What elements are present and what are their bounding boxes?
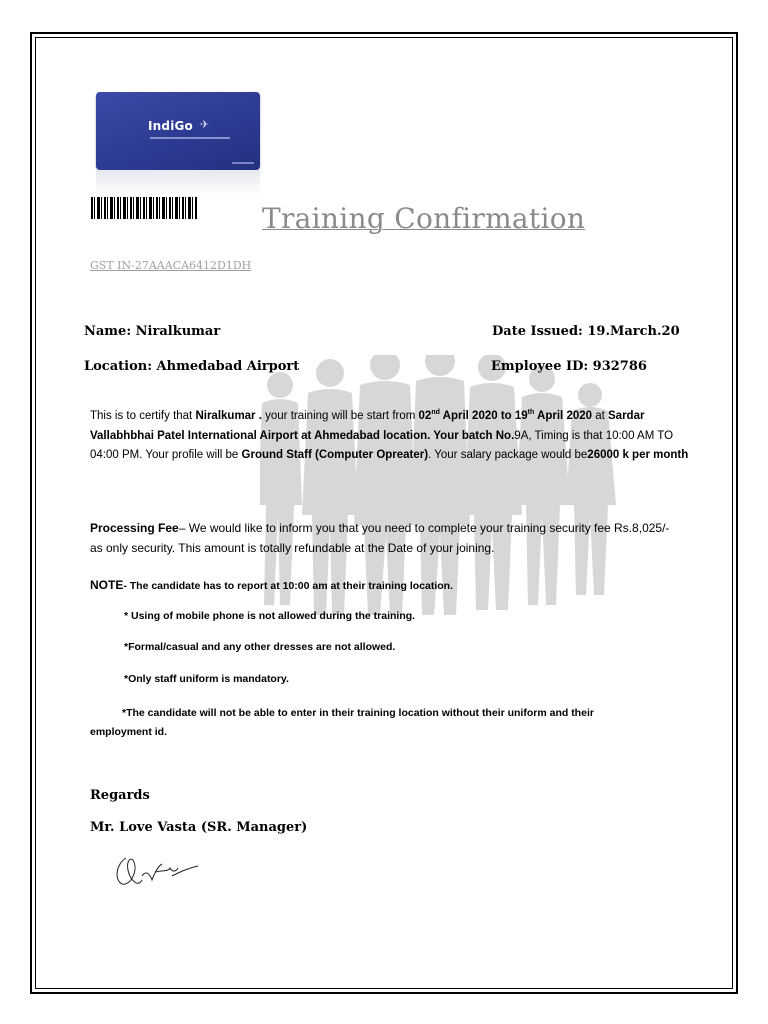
gst-number: GST IN-27AAACA6412D1DH xyxy=(90,259,252,272)
location: Location: Ahmedabad Airport xyxy=(84,359,300,374)
certification-paragraph: This is to certify that Niralkumar . your training will be start from 02nd April 2020 to 19th April 2020 at Sardar Vallabhbhai Patel International Airport at Ahmedabad location. Your batch No.9A, Timing is that 10:00 AM TO 04:00 PM. Your profile will be Ground Staff (Computer Opreater). Your salary package would be26000 k per month xyxy=(90,409,689,461)
barcode-bars xyxy=(91,197,198,219)
processing-fee-label: Processing Fee xyxy=(90,521,179,535)
processing-fee-paragraph: Processing Fee– We would like to inform you that you need to complete your training security fee Rs.8,025/- as only security. This amount is totally refundable at the Date of your joining. xyxy=(90,521,670,555)
employee-id: Employee ID: 932786 xyxy=(491,359,647,374)
note-label: NOTE xyxy=(90,578,124,592)
rule-item: *Only staff uniform is mandatory. xyxy=(124,673,289,685)
people-silhouette-watermark xyxy=(260,355,620,615)
card-tagline xyxy=(150,137,230,139)
barcode xyxy=(91,197,198,225)
card-corner-mark xyxy=(232,162,254,164)
signatory-name: Mr. Love Vasta (SR. Manager) xyxy=(90,820,308,835)
document-title: Training Confirmation xyxy=(262,202,586,235)
employee-name: Name: Niralkumar xyxy=(84,324,221,339)
plane-icon: ✈ xyxy=(200,118,210,131)
indigo-id-card-image xyxy=(96,92,260,170)
rule-item: * Using of mobile phone is not allowed during the training. xyxy=(124,610,416,622)
note-line: NOTE- The candidate has to report at 10:00 am at their training location. xyxy=(90,578,453,592)
rule-item: *Formal/casual and any other dresses are not allowed. xyxy=(124,641,396,653)
date-issued: Date Issued: 19.March.20 xyxy=(492,324,680,339)
indigo-logo: IndiGo xyxy=(148,119,194,133)
handwritten-signature xyxy=(112,850,202,892)
regards-label: Regards xyxy=(90,788,150,803)
uniform-rule: *The candidate will not be able to enter in their training location without their uniform and their employment id. xyxy=(90,707,594,738)
card-reflection xyxy=(96,170,260,196)
